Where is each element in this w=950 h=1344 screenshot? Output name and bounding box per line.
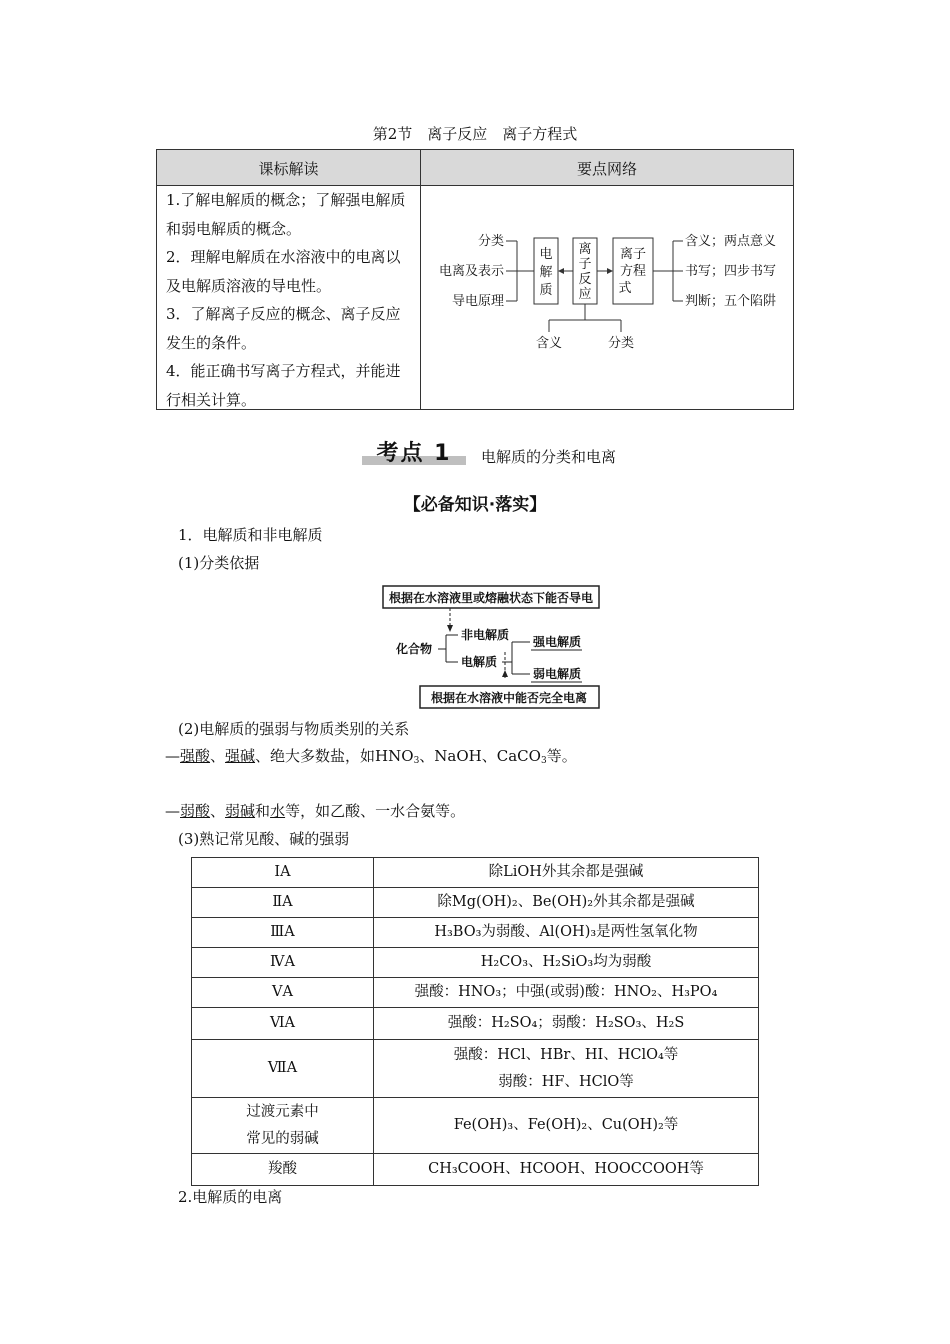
right-item-meaning: 含义；两点意义 — [685, 234, 777, 249]
paragraph-subheading: (3)熟记常见酸、碱的强弱 — [178, 830, 350, 848]
dash: — — [165, 747, 180, 765]
key-network-diagram — [421, 186, 793, 410]
criterion-top-text: 根据在水溶液里或熔融状态下能否导电 — [388, 591, 594, 605]
table-row — [192, 948, 758, 978]
node-electrolyte: 电解质 — [461, 655, 498, 669]
content-cell: 除Mg(OH)₂、Be(OH)₂外其余都是强碱 — [437, 894, 695, 910]
paragraph-heading: 1．电解质和非电解质 — [178, 526, 323, 544]
objectives-list — [166, 186, 414, 414]
group-cell: ⅥA — [269, 1015, 296, 1031]
left-item-classification: 分类 — [477, 234, 504, 249]
text-segment: 等，如乙酸、一水合氨等。 — [285, 802, 466, 820]
text-segment: 等。 — [546, 747, 577, 765]
box-ion-reaction-char: 子 — [578, 257, 592, 272]
topic-badge — [362, 436, 466, 466]
content-cell: H₂CO₃、H₂SiO₃均为弱酸 — [480, 954, 652, 970]
table-row — [192, 918, 758, 948]
group-cell: ⅠA — [274, 864, 291, 880]
table-row — [192, 888, 758, 918]
classification-diagram — [380, 582, 606, 714]
left-item-ionization: 电离及表示 — [438, 264, 504, 279]
content-cell: 强酸：HNO₃；中强(或弱)酸：HNO₂、H₃PO₄ — [414, 984, 718, 1000]
weak-electrolyte-line — [165, 800, 465, 821]
box-ion-equation-line: 方程 — [619, 264, 647, 279]
text-segment: 、绝大多数盐，如HNO — [255, 747, 414, 765]
subheading-essential-knowledge: 【必备知识·落实】 — [403, 495, 547, 515]
group-cell — [192, 1098, 373, 1153]
topic-title: 电解质的分类和电离 — [481, 448, 617, 466]
box-ion-reaction-char: 离 — [578, 242, 592, 257]
term-weak-base: 弱碱 — [225, 802, 256, 820]
box-ion-equation-line: 离子 — [619, 247, 647, 262]
group-cell: ⅦA — [267, 1060, 298, 1076]
term-weak-acid: 弱酸 — [180, 802, 211, 820]
group-cell: ⅤA — [272, 984, 293, 1000]
term-strong-base: 强碱 — [225, 747, 256, 765]
group-line: 过渡元素中 — [246, 1103, 319, 1120]
arrow-down-icon — [447, 625, 453, 632]
content-line: 弱酸：HF、HClO等 — [498, 1073, 634, 1090]
objective-item: 3．了解离子反应的概念、离子反应发生的条件。 — [166, 305, 401, 352]
bottom-item-meaning: 含义 — [535, 336, 563, 351]
node-weak-electrolyte: 弱电解质 — [533, 667, 582, 681]
box-ion-reaction-char: 反 — [578, 272, 592, 287]
arrow-up-icon — [502, 670, 508, 677]
conjunction: 和 — [255, 802, 271, 820]
right-item-writing: 书写；四步书写 — [685, 264, 777, 279]
left-item-conduction: 导电原理 — [451, 294, 504, 309]
curriculum-table — [156, 149, 794, 410]
table-row — [192, 1040, 758, 1098]
dash: — — [165, 802, 180, 820]
group-cell: ⅣA — [270, 954, 295, 970]
content-cell — [374, 1040, 758, 1097]
paragraph-subheading: (1)分类依据 — [178, 554, 260, 572]
strong-electrolyte-line: —强酸、强碱、绝大多数盐，如$HNO_3$、NaOH、CaCO$_3$等。 — [165, 747, 577, 766]
arrow-left-icon — [558, 268, 564, 274]
box-electrolyte-char: 质 — [539, 283, 553, 298]
table-row — [192, 1154, 758, 1185]
group-cell: ⅢA — [270, 924, 295, 940]
objective-item: 4．能正确书写离子方程式，并能进行相关计算。 — [166, 362, 401, 409]
topic-badge-label: 考点 1 — [376, 441, 452, 466]
content-cell: 强酸：H₂SO₄；弱酸：H₂SO₃、H₂S — [447, 1015, 685, 1031]
objective-item: 1.了解电解质的概念；了解强电解质和弱电解质的概念。 — [166, 191, 406, 238]
section-title: 第2节 离子反应 离子方程式 — [372, 125, 578, 143]
content-line: 强酸：HCl、HBr、HI、HClO₄等 — [453, 1046, 679, 1063]
separator: 、 — [210, 802, 226, 820]
node-non-electrolyte: 非电解质 — [461, 628, 510, 642]
content-cell: CH₃COOH、HCOOH、HOOCCOOH等 — [428, 1161, 704, 1177]
term-water: 水 — [270, 802, 286, 820]
table-row — [192, 1008, 758, 1040]
table-row — [192, 858, 758, 888]
header-key-network: 要点网络 — [576, 160, 637, 178]
content-cell: Fe(OH)₃、Fe(OH)₂、Cu(OH)₂等 — [453, 1117, 679, 1133]
group-line: 常见的弱碱 — [246, 1130, 319, 1147]
group-cell: 羧酸 — [268, 1161, 297, 1177]
paragraph-subheading: (2)电解质的强弱与物质类别的关系 — [178, 720, 410, 738]
box-electrolyte-char: 解 — [539, 265, 553, 280]
arrow-right-icon — [607, 268, 613, 274]
text-segment: 、NaOH、CaCO — [419, 747, 541, 765]
header-curriculum-reading: 课标解读 — [258, 160, 319, 178]
term-strong-acid: 强酸 — [180, 747, 211, 765]
criterion-bottom-text: 根据在水溶液中能否完全电离 — [430, 691, 588, 705]
paragraph-heading: 2.电解质的电离 — [178, 1188, 283, 1206]
node-compound: 化合物 — [396, 642, 433, 656]
objective-item: 2．理解电解质在水溶液中的电离以及电解质溶液的导电性。 — [166, 248, 401, 295]
box-electrolyte-char: 电 — [539, 247, 553, 262]
table-row — [192, 978, 758, 1008]
node-strong-electrolyte: 强电解质 — [533, 635, 582, 649]
table-row — [192, 1098, 758, 1154]
box-ion-equation-line: 式 — [618, 281, 632, 296]
box-ion-reaction-char: 应 — [578, 287, 592, 302]
bottom-item-classification: 分类 — [607, 336, 635, 351]
right-item-judging: 判断；五个陷阱 — [685, 294, 777, 309]
group-cell: ⅡA — [272, 894, 293, 910]
content-cell: H₃BO₃为弱酸、Al(OH)₃是两性氢氧化物 — [434, 924, 698, 940]
content-cell: 除LiOH外其余都是强碱 — [488, 864, 644, 880]
acid-base-strength-table — [191, 857, 759, 1186]
separator: 、 — [210, 747, 226, 765]
